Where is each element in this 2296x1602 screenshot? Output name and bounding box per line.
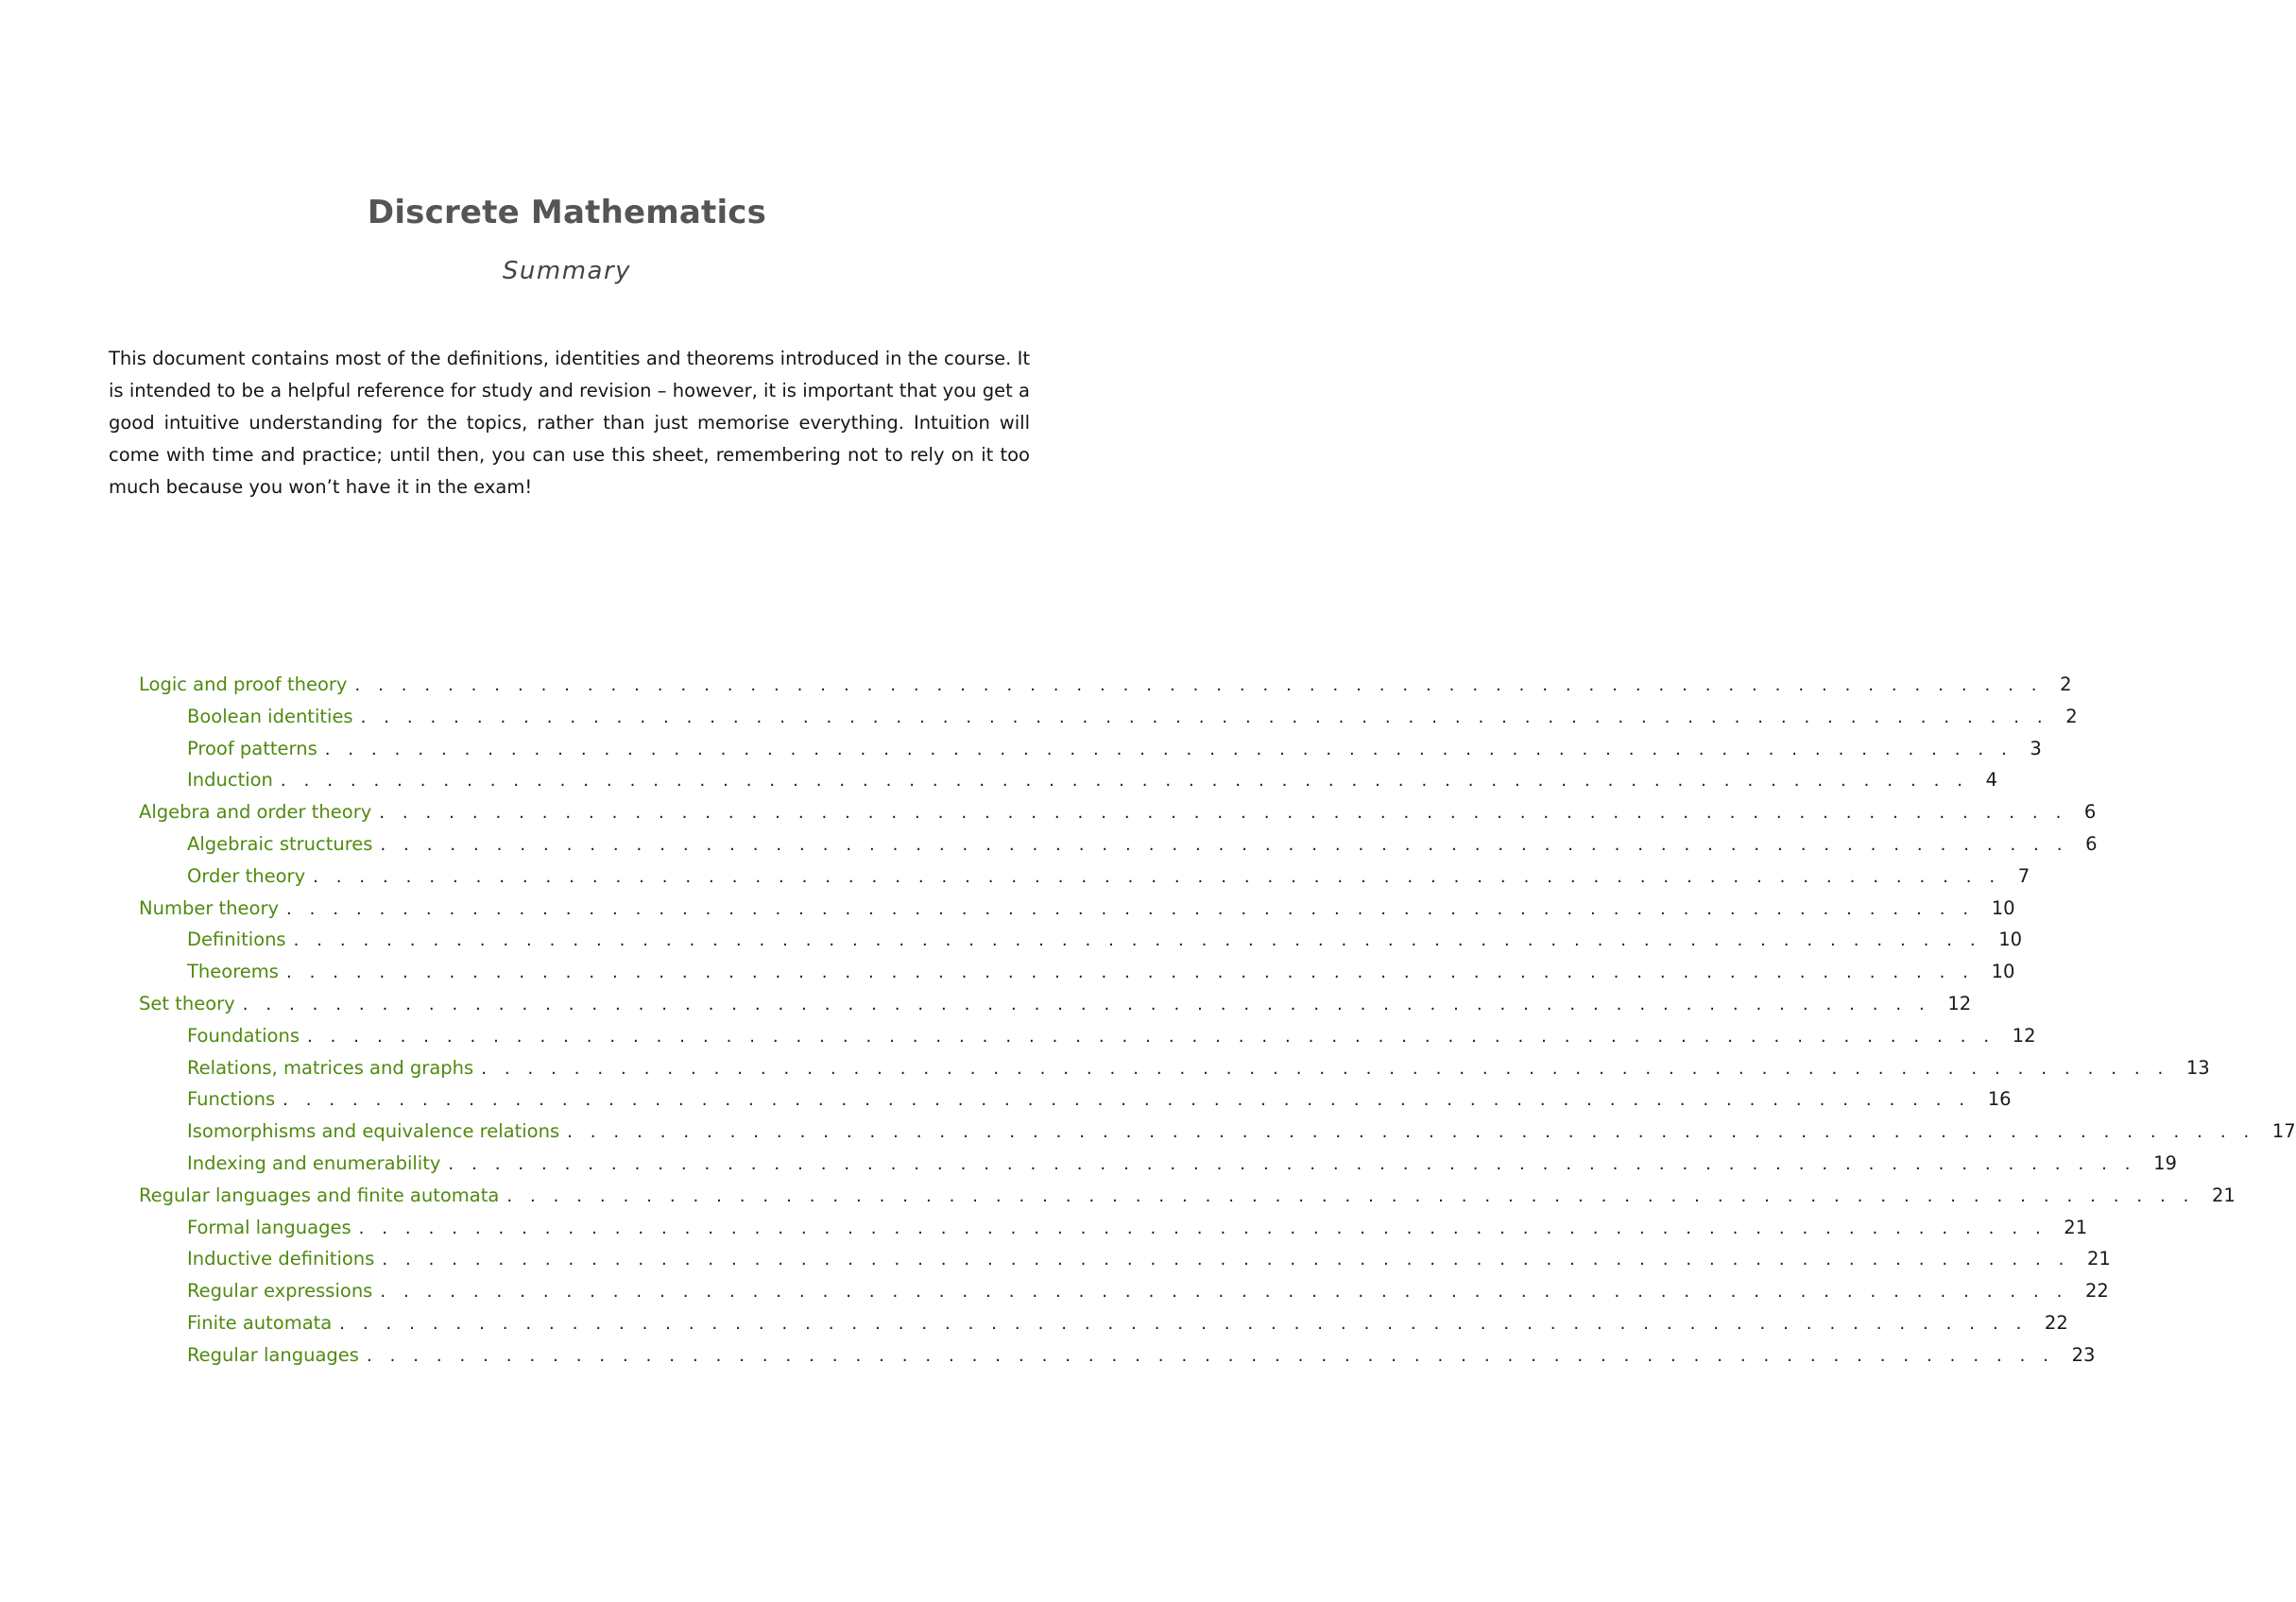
toc-page-number[interactable]: 13 (2185, 1056, 2210, 1079)
toc-page-number[interactable]: 10 (1991, 896, 2015, 919)
toc-leader-dots: . . . . . . . . . . . . . . . . . . . . . . . . . . . . . . . . . . . . . . . . . . . . . . . . . . . . . . . . . . . . . . . . . . . . . . . . . (481, 1058, 2169, 1079)
toc-entry-title[interactable]: Algebra and order theory (139, 801, 372, 824)
toc-entry-title[interactable]: Algebraic structures (187, 832, 373, 855)
toc-entry-title[interactable]: Proof patterns (187, 737, 317, 759)
toc-entry-title[interactable]: Inductive definitions (187, 1248, 375, 1270)
toc-page-number[interactable]: 21 (2212, 1184, 2236, 1206)
toc-entry-functions[interactable] (139, 1083, 2012, 1116)
toc-entry-number-theory[interactable] (139, 893, 2015, 925)
toc-entry-proof-patterns[interactable] (139, 733, 2042, 765)
toc-page-number[interactable]: 17 (2271, 1120, 2296, 1143)
toc-page-number[interactable]: 21 (2064, 1216, 2088, 1238)
toc-entry-inductive-definitions[interactable] (139, 1243, 2111, 1275)
toc-entry-regular-languages-and-finite-automata[interactable] (139, 1180, 2236, 1212)
toc-leader-dots: . . . . . . . . . . . . . . . . . . . . . . . . . . . . . . . . . . . . . . . . . . . . . . . . . . . . . . . . . . . . . . . . . . . . . . . . . (285, 963, 1975, 983)
toc-entry-title[interactable]: Order theory (187, 864, 306, 887)
toc-entry-logic-and-proof-theory[interactable] (139, 669, 2072, 701)
toc-page-number[interactable]: 3 (2030, 737, 2042, 759)
toc-leader-dots: . . . . . . . . . . . . . . . . . . . . . . . . . . . . . . . . . . . . . . . . . . . . . . . . . . . . . . . . . . . . . . . . . . . . . . . . . (354, 675, 2044, 695)
toc-entry-title[interactable]: Indexing and enumerability (187, 1151, 441, 1174)
toc-page-number[interactable]: 12 (1947, 992, 1972, 1014)
toc-page-number[interactable]: 7 (2017, 864, 2030, 887)
toc-entry-regular-expressions[interactable] (139, 1275, 2109, 1307)
toc-page-number[interactable]: 16 (1987, 1088, 2012, 1111)
toc-leader-dots: . . . . . . . . . . . . . . . . . . . . . . . . . . . . . . . . . . . . . . . . . . . . . . . . . . . . . . . . . . . . . . . . . . . . . . . . . (242, 994, 1931, 1014)
toc-leader-dots: . . . . . . . . . . . . . . . . . . . . . . . . . . . . . . . . . . . . . . . . . . . . . . . . . . . . . . . . . . . . . . . . . . . . . . . . . (324, 739, 2013, 759)
toc-entry-theorems[interactable] (139, 956, 2015, 988)
toc-entry-title[interactable]: Finite automata (187, 1311, 333, 1334)
toc-leader-dots: . . . . . . . . . . . . . . . . . . . . . . . . . . . . . . . . . . . . . . . . . . . . . . . . . . . . . . . . . . . . . . . . . . . . . . . . . (360, 707, 2049, 727)
toc-page-number[interactable]: 4 (1985, 769, 1997, 792)
toc-leader-dots: . . . . . . . . . . . . . . . . . . . . . . . . . . . . . . . . . . . . . . . . . . . . . . . . . . . . . . . . . . . . . . . . . . . . . . . . . (382, 1250, 2070, 1270)
toc-page-number[interactable]: 12 (2012, 1024, 2036, 1047)
toc-entry-title[interactable]: Induction (187, 769, 273, 792)
toc-page-number[interactable]: 2 (2060, 673, 2072, 695)
document-title: Discrete Mathematics (367, 194, 767, 231)
toc-page-number[interactable]: 2 (2065, 705, 2078, 727)
toc-entry-title[interactable]: Regular languages and finite automata (139, 1184, 500, 1206)
toc-leader-dots: . . . . . . . . . . . . . . . . . . . . . . . . . . . . . . . . . . . . . . . . . . . . . . . . . . . . . . . . . . . . . . . . . . . . . . . . . (280, 771, 1969, 792)
toc-entry-definitions[interactable] (139, 924, 2023, 956)
toc-leader-dots: . . . . . . . . . . . . . . . . . . . . . . . . . . . . . . . . . . . . . . . . . . . . . . . . . . . . . . . . . . . . . . . . . . . . . . . . . (380, 834, 2069, 855)
toc-entry-indexing-and-enumerability[interactable] (139, 1148, 2177, 1180)
toc-leader-dots: . . . . . . . . . . . . . . . . . . . . . . . . . . . . . . . . . . . . . . . . . . . . . . . . . . . . . . . . . . . . . . . . . . . . . . . . . (307, 1026, 1996, 1047)
toc-leader-dots: . . . . . . . . . . . . . . . . . . . . . . . . . . . . . . . . . . . . . . . . . . . . . . . . . . . . . . . . . . . . . . . . . . . . . . . . . (313, 866, 2001, 887)
toc-entry-title[interactable]: Isomorphisms and equivalence relations (187, 1120, 560, 1143)
toc-leader-dots: . . . . . . . . . . . . . . . . . . . . . . . . . . . . . . . . . . . . . . . . . . . . . . . . . . . . . . . . . . . . . . . . . . . . . . . . . (358, 1218, 2048, 1238)
toc-page-number[interactable]: 22 (2085, 1280, 2109, 1303)
toc-entry-title[interactable]: Boolean identities (187, 705, 353, 727)
toc-leader-dots: . . . . . . . . . . . . . . . . . . . . . . . . . . . . . . . . . . . . . . . . . . . . . . . . . . . . . . . . . . . . . . . . . . . . . . . . . (283, 1090, 1971, 1111)
toc-page-number[interactable]: 6 (2083, 801, 2097, 824)
toc-entry-title[interactable]: Formal languages (187, 1216, 351, 1238)
toc-entry-title[interactable]: Number theory (139, 896, 280, 919)
toc-page-number[interactable]: 19 (2153, 1151, 2177, 1174)
toc-entry-title[interactable]: Regular languages (187, 1343, 359, 1366)
toc-entry-algebra-and-order-theory[interactable] (139, 796, 2097, 828)
toc-page-number[interactable]: 10 (1991, 961, 2015, 983)
toc-entry-title[interactable]: Functions (187, 1088, 276, 1111)
toc-entry-regular-languages[interactable] (139, 1339, 2096, 1372)
abstract-paragraph: This document contains most of the definitions, identities and theorems introduced in the course. It is intended to be a helpful reference for study and revision – however, it is important that you get a good intuitive understanding for the topics, rather than just memorise everything. Intuition will come with time and practice; until then, you can use this sheet, remembering not to rely on it too much because you won’t have it in the exam! (109, 348, 1030, 498)
toc-entry-title[interactable]: Set theory (139, 992, 235, 1014)
toc-entry-finite-automata[interactable] (139, 1307, 2068, 1339)
toc-entry-order-theory[interactable] (139, 861, 2030, 893)
toc-entry-induction[interactable] (139, 764, 1997, 796)
toc-entry-algebraic-structures[interactable] (139, 828, 2098, 861)
toc-leader-dots: . . . . . . . . . . . . . . . . . . . . . . . . . . . . . . . . . . . . . . . . . . . . . . . . . . . . . . . . . . . . . . . . . . . . . . . . . (506, 1185, 2196, 1206)
toc-entry-title[interactable]: Theorems (187, 961, 279, 983)
toc-entry-foundations[interactable] (139, 1020, 2036, 1052)
toc-entry-title[interactable]: Relations, matrices and graphs (187, 1056, 474, 1079)
table-of-contents (139, 669, 2296, 1372)
toc-leader-dots: . . . . . . . . . . . . . . . . . . . . . . . . . . . . . . . . . . . . . . . . . . . . . . . . . . . . . . . . . . . . . . . . . . . . . . . . . (293, 930, 1982, 951)
toc-leader-dots: . . . . . . . . . . . . . . . . . . . . . . . . . . . . . . . . . . . . . . . . . . . . . . . . . . . . . . . . . . . . . . . . . . . . . . . . . (448, 1153, 2137, 1174)
toc-page-number[interactable]: 21 (2086, 1248, 2111, 1270)
toc-entry-title[interactable]: Regular expressions (187, 1280, 373, 1303)
toc-page-number[interactable]: 10 (1998, 929, 2023, 951)
toc-entry-relations-matrices-and-graphs[interactable] (139, 1052, 2210, 1084)
toc-entry-set-theory[interactable] (139, 988, 1972, 1020)
toc-entry-title[interactable]: Foundations (187, 1024, 300, 1047)
toc-entry-title[interactable]: Logic and proof theory (139, 673, 348, 695)
toc-entry-boolean-identities[interactable] (139, 701, 2078, 733)
toc-leader-dots: . . . . . . . . . . . . . . . . . . . . . . . . . . . . . . . . . . . . . . . . . . . . . . . . . . . . . . . . . . . . . . . . . . . . . . . . . (380, 1282, 2068, 1303)
toc-leader-dots: . . . . . . . . . . . . . . . . . . . . . . . . . . . . . . . . . . . . . . . . . . . . . . . . . . . . . . . . . . . . . . . . . . . . . . . . . (567, 1122, 2255, 1143)
document-subtitle: Summary (502, 257, 632, 285)
toc-page-number[interactable]: 23 (2071, 1343, 2096, 1366)
toc-page-number[interactable]: 6 (2085, 832, 2098, 855)
toc-leader-dots: . . . . . . . . . . . . . . . . . . . . . . . . . . . . . . . . . . . . . . . . . . . . . . . . . . . . . . . . . . . . . . . . . . . . . . . . . (366, 1345, 2055, 1366)
toc-leader-dots: . . . . . . . . . . . . . . . . . . . . . . . . . . . . . . . . . . . . . . . . . . . . . . . . . . . . . . . . . . . . . . . . . . . . . . . . . (339, 1313, 2028, 1334)
toc-entry-formal-languages[interactable] (139, 1212, 2088, 1244)
toc-entry-isomorphisms-and-equivalence-relations[interactable] (139, 1116, 2296, 1148)
toc-page-number[interactable]: 22 (2044, 1311, 2068, 1334)
toc-leader-dots: . . . . . . . . . . . . . . . . . . . . . . . . . . . . . . . . . . . . . . . . . . . . . . . . . . . . . . . . . . . . . . . . . . . . . . . . . (379, 803, 2067, 824)
toc-leader-dots: . . . . . . . . . . . . . . . . . . . . . . . . . . . . . . . . . . . . . . . . . . . . . . . . . . . . . . . . . . . . . . . . . . . . . . . . . (286, 898, 1975, 919)
toc-entry-title[interactable]: Definitions (187, 929, 286, 951)
